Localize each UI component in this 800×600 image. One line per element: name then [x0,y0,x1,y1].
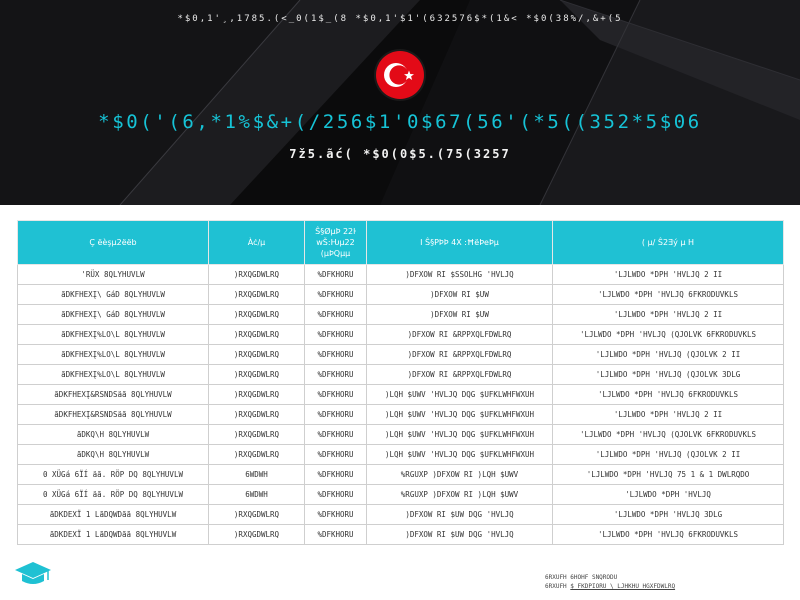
table-row [18,385,784,405]
table-row [18,285,784,305]
table-row [18,425,784,445]
table-cell: %DFKHORU [305,525,367,545]
table-cell: )LQH $UWV 'HVLJQ DQG $UFKLWHFWXUH [367,425,553,445]
table-cell: ãDKFHEXĮ%LO\L 8QLYHUVLW [18,325,209,345]
table-cell: )RXQGDWLRQ [209,385,305,405]
table-cell: %DFKHORU [305,425,367,445]
table-cell: %DFKHORU [305,405,367,425]
table-cell: %RGUXP )DFXOW RI )LQH $UWV [367,485,553,505]
table-cell: 'LJLWDO *DPH 'HVLJQ 6FKRODUVKLS [553,525,784,545]
table-cell: ãDKQ\H 8QLYHUVLW [18,445,209,465]
table-header-row [18,221,784,265]
table-cell: 0 XÜGá 6ÏÍ äã. RÖP DQ 8QLYHUVLW [18,465,209,485]
table-cell: ãDKFHEXĮ&RSNDSäã 8QLYHUVLW [18,385,209,405]
table-cell: ãDKFHEXĮ\ GáD 8QLYHUVLW [18,285,209,305]
table-cell: %DFKHORU [305,445,367,465]
table-cell: )RXQGDWLRQ [209,425,305,445]
table-cell: ãDKQ\H 8QLYHUVLW [18,425,209,445]
table-cell: 'LJLWDO *DPH 'HVLJQ (QJOLVK 3DLG [553,365,784,385]
table-cell: )RXQGDWLRQ [209,365,305,385]
page-subtitle: 7ž5.ãć( *$0(0$5.(75(3257 [289,147,511,161]
table-row [18,505,784,525]
table-row [18,305,784,325]
column-header: ( µ/ Ŝ2Ǝý µ H [553,221,784,265]
table-cell: %DFKHORU [305,265,367,285]
column-header: Àċ/µ [209,221,305,265]
table-cell: 'LJLWDO *DPH 'HVLJQ 6FKRODUVKLS [553,285,784,305]
table-cell: )RXQGDWLRQ [209,305,305,325]
table-cell: )DFXOW RI $UW DQG 'HVLJQ [367,525,553,545]
table-cell: )RXQGDWLRQ [209,285,305,305]
table-cell: %RGUXP )DFXOW RI )LQH $UWV [367,465,553,485]
table-row [18,365,784,385]
column-header: Ç ëèşµ2ëëb [18,221,209,265]
table-cell: 'LJLWDO *DPH 'HVLJQ 6FKRODUVKLS [553,385,784,405]
table-cell: %DFKHORU [305,385,367,405]
table-cell: ãDKFHEXĮ%LO\L 8QLYHUVLW [18,345,209,365]
footer-line-2 [545,582,675,591]
top-line: *$0,1'¸,1785.(<_0(1$_(8 *$0,1'$1'(632576$*(1&< *$0(38%/,&+(5 [177,14,623,24]
table-cell: )LQH $UWV 'HVLJQ DQG $UFKLWHFWXUH [367,405,553,425]
table-cell: )RXQGDWLRQ [209,525,305,545]
table-row [18,465,784,485]
table-cell: 0 XÜGá 6ÏÍ äã. RÖP DQ 8QLYHUVLW [18,485,209,505]
table-cell: 'LJLWDO *DPH 'HVLJQ 2 II [553,265,784,285]
table-row [18,265,784,285]
table-cell: %DFKHORU [305,325,367,345]
table-cell: )RXQGDWLRQ [209,345,305,365]
table-cell: 'LJLWDO *DPH 'HVLJQ [553,485,784,505]
table-cell: )RXQGDWLRQ [209,325,305,345]
table-cell: %DFKHORU [305,505,367,525]
table-cell: )RXQGDWLRQ [209,265,305,285]
table-cell: 'LJLWDO *DPH 'HVLJQ (QJOLVK 6FKRODUVKLS [553,425,784,445]
table-cell: %DFKHORU [305,485,367,505]
table-cell: 6WDWH [209,485,305,505]
table-cell: %DFKHORU [305,365,367,385]
hero-background [0,0,800,205]
footer-prefix: 6RXUFH [545,583,571,590]
table-cell: %DFKHORU [305,345,367,365]
table-cell: 'LJLWDO *DPH 'HVLJQ 75 1 & 1 DWLRQDO [553,465,784,485]
table-row [18,325,784,345]
table-cell: 'LJLWDO *DPH 'HVLJQ 3DLG [553,505,784,525]
table-cell: 'LJLWDO *DPH 'HVLJQ 2 II [553,305,784,325]
table-cell: %DFKHORU [305,305,367,325]
footer-source-link[interactable]: $ FKDPIORU \ LJHKHU HGXFDWLRQ [570,583,676,590]
graduation-cap-icon [14,560,52,588]
table-cell: )DFXOW RI $SSOLHG 'HVLJQ [367,265,553,285]
table-cell: 'LJLWDO *DPH 'HVLJQ (QJOLVK 6FKRODUVKLS [553,325,784,345]
footer-line-1: 6RXUFH 6HOHF SNQRODU [545,574,618,581]
table-cell: 'LJLWDO *DPH 'HVLJQ 2 II [553,405,784,425]
table-row [18,525,784,545]
column-header: Ŝ§ØµÞ 22ŀ wŠ:Ƕµ22 (µÞQµµ [305,221,367,265]
table-cell: %DFKHORU [305,285,367,305]
table-cell: )LQH $UWV 'HVLJQ DQG $UFKLWHFWXUH [367,385,553,405]
table-row [18,405,784,425]
table-cell: )RXQGDWLRQ [209,405,305,425]
table-cell: ãDKFHEXĮ&RSNDSäã 8QLYHUVLW [18,405,209,425]
page-title: *$0('(6,*1%$&+(/256$1'0$67(56'(*5((352*5$06 [98,111,702,133]
table-cell: %DFKHORU [305,465,367,485]
footer-source [545,573,675,591]
table-cell: 6WDWH [209,465,305,485]
table-row [18,485,784,505]
table-cell: ãDKDEXÏ 1 LãDQWDãã 8QLYHUVLW [18,525,209,545]
turkey-flag-icon [376,51,424,99]
table-cell: )DFXOW RI $UW DQG 'HVLJQ [367,505,553,525]
column-header: I Ŝ§PÞÞ 4X :ĦëÞeÞµ [367,221,553,265]
programs-table [17,220,784,545]
table-cell: )DFXOW RI $UW [367,285,553,305]
table-cell: )RXQGDWLRQ [209,505,305,525]
table-cell: )DFXOW RI &RPPXQLFDWLRQ [367,345,553,365]
table-cell: ãDKFHEXĮ\ GáD 8QLYHUVLW [18,305,209,325]
table-cell: ãDKDEXÏ 1 LãDQWDãã 8QLYHUVLW [18,505,209,525]
table-cell: 'LJLWDO *DPH 'HVLJQ (QJOLVK 2 II [553,445,784,465]
table-cell: )RXQGDWLRQ [209,445,305,465]
hero-banner [0,0,800,205]
table-cell: 'RÜX 8QLYHUVLW [18,265,209,285]
table-cell: )LQH $UWV 'HVLJQ DQG $UFKLWHFWXUH [367,445,553,465]
table-cell: ãDKFHEXĮ%LO\L 8QLYHUVLW [18,365,209,385]
table-cell: )DFXOW RI $UW [367,305,553,325]
table-cell: 'LJLWDO *DPH 'HVLJQ (QJOLVK 2 II [553,345,784,365]
table-row [18,445,784,465]
table-cell: )DFXOW RI &RPPXQLFDWLRQ [367,325,553,345]
table-row [18,345,784,365]
table-cell: )DFXOW RI &RPPXQLFDWLRQ [367,365,553,385]
